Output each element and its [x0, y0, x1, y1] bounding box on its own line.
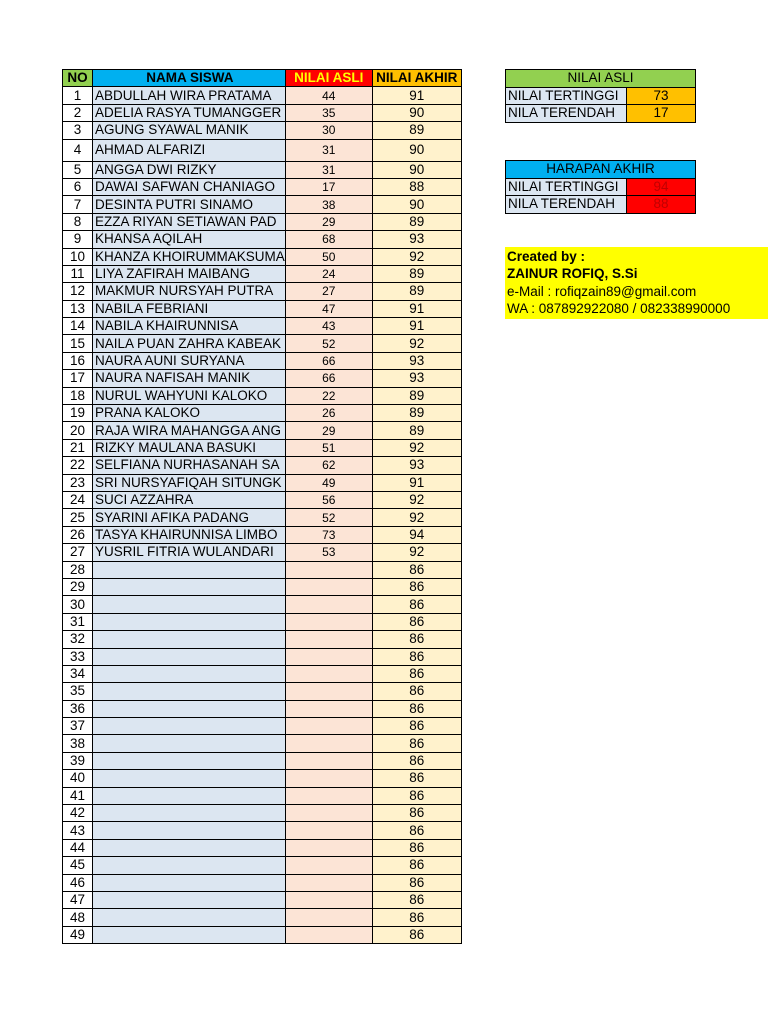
- row-nilai-asli[interactable]: 29: [285, 422, 372, 439]
- row-nilai-asli[interactable]: 27: [285, 283, 372, 300]
- row-no[interactable]: 14: [63, 318, 93, 335]
- row-nilai-akhir[interactable]: 92: [372, 248, 461, 265]
- row-nilai-akhir[interactable]: 91: [372, 300, 461, 317]
- row-nilai-asli[interactable]: [285, 787, 372, 804]
- table-row: [63, 596, 462, 613]
- row-nilai-akhir[interactable]: 90: [372, 139, 461, 161]
- nilai-asli-tertinggi-value[interactable]: 73: [627, 87, 696, 105]
- row-name[interactable]: [93, 822, 286, 839]
- row-no[interactable]: 17: [63, 370, 93, 387]
- row-nilai-asli[interactable]: 31: [285, 161, 372, 178]
- row-nilai-asli[interactable]: 38: [285, 196, 372, 213]
- row-name[interactable]: TASYA KHAIRUNNISA LIMBO: [93, 526, 286, 543]
- table-row: [63, 300, 462, 317]
- student-scores-table: [62, 69, 462, 944]
- row-no[interactable]: 31: [63, 613, 93, 630]
- row-name[interactable]: [93, 735, 286, 752]
- row-nilai-asli[interactable]: [285, 926, 372, 943]
- row-no[interactable]: 12: [63, 283, 93, 300]
- row-nilai-akhir[interactable]: 89: [372, 122, 461, 139]
- row-name[interactable]: NABILA FEBRIANI: [93, 300, 286, 317]
- table-row: [63, 139, 462, 161]
- row-nilai-akhir[interactable]: 92: [372, 491, 461, 508]
- row-no[interactable]: 7: [63, 196, 93, 213]
- row-nilai-akhir[interactable]: 89: [372, 422, 461, 439]
- table-row: [63, 491, 462, 508]
- row-nilai-akhir[interactable]: 89: [372, 405, 461, 422]
- row-nilai-asli[interactable]: [285, 857, 372, 874]
- row-no[interactable]: 29: [63, 578, 93, 595]
- row-nilai-akhir[interactable]: 88: [372, 178, 461, 195]
- row-nilai-asli[interactable]: 66: [285, 370, 372, 387]
- row-nilai-asli[interactable]: 24: [285, 265, 372, 282]
- table-row: [63, 822, 462, 839]
- table-row: [63, 161, 462, 178]
- row-nilai-akhir[interactable]: 92: [372, 335, 461, 352]
- row-nilai-asli[interactable]: 31: [285, 139, 372, 161]
- author-whatsapp[interactable]: WA : 087892922080 / 082338990000: [507, 301, 731, 317]
- row-no[interactable]: 13: [63, 300, 93, 317]
- row-no[interactable]: 16: [63, 352, 93, 369]
- table-row: [63, 561, 462, 578]
- row-nilai-asli[interactable]: [285, 665, 372, 682]
- table-row: [63, 526, 462, 543]
- row-name[interactable]: [93, 683, 286, 700]
- row-nilai-akhir[interactable]: 90: [372, 161, 461, 178]
- row-no[interactable]: 35: [63, 683, 93, 700]
- row-nilai-akhir[interactable]: 93: [372, 370, 461, 387]
- row-name[interactable]: [93, 752, 286, 769]
- table-row: [63, 752, 462, 769]
- table-row: [63, 613, 462, 630]
- row-nilai-asli[interactable]: 35: [285, 104, 372, 121]
- row-no[interactable]: 19: [63, 405, 93, 422]
- row-nilai-akhir[interactable]: 93: [372, 457, 461, 474]
- header-no[interactable]: NO: [63, 70, 93, 87]
- row-no[interactable]: 15: [63, 335, 93, 352]
- row-name[interactable]: SELFIANA NURHASANAH SA: [93, 457, 286, 474]
- row-name[interactable]: RAJA WIRA MAHANGGA ANG: [93, 422, 286, 439]
- row-no[interactable]: 9: [63, 231, 93, 248]
- table-row: [63, 104, 462, 121]
- row-name[interactable]: ADELIA RASYA TUMANGGER: [93, 104, 286, 121]
- table-row: [63, 370, 462, 387]
- row-nilai-asli[interactable]: 68: [285, 231, 372, 248]
- row-name[interactable]: SYARINI AFIKA PADANG: [93, 509, 286, 526]
- row-no[interactable]: 4: [63, 139, 93, 161]
- row-no[interactable]: 44: [63, 839, 93, 856]
- row-nilai-akhir[interactable]: 92: [372, 544, 461, 561]
- row-nilai-akhir[interactable]: 86: [372, 718, 461, 735]
- row-nilai-akhir[interactable]: 93: [372, 352, 461, 369]
- row-nilai-asli[interactable]: 17: [285, 178, 372, 195]
- row-nilai-akhir[interactable]: 86: [372, 822, 461, 839]
- harapan-akhir-summary: [505, 160, 696, 214]
- row-nilai-asli[interactable]: [285, 822, 372, 839]
- row-no[interactable]: 49: [63, 926, 93, 943]
- row-nilai-akhir[interactable]: 91: [372, 87, 461, 104]
- table-row: [63, 352, 462, 369]
- table-row: [63, 735, 462, 752]
- row-name[interactable]: [93, 665, 286, 682]
- author-email[interactable]: e-Mail : rofiqzain89@gmail.com: [507, 283, 697, 299]
- row-nilai-akhir[interactable]: 86: [372, 578, 461, 595]
- row-nilai-asli[interactable]: 43: [285, 318, 372, 335]
- row-no[interactable]: 47: [63, 891, 93, 908]
- table-row: [63, 700, 462, 717]
- row-nilai-akhir[interactable]: 86: [372, 787, 461, 804]
- row-nilai-asli[interactable]: [285, 596, 372, 613]
- row-nilai-akhir[interactable]: 86: [372, 631, 461, 648]
- row-name[interactable]: [93, 596, 286, 613]
- row-name[interactable]: [93, 578, 286, 595]
- row-no[interactable]: 6: [63, 178, 93, 195]
- table-row: [63, 874, 462, 891]
- table-row: [63, 335, 462, 352]
- row-nilai-akhir[interactable]: 92: [372, 439, 461, 456]
- row-nilai-akhir[interactable]: 86: [372, 665, 461, 682]
- row-nilai-asli[interactable]: 30: [285, 122, 372, 139]
- row-name[interactable]: NABILA KHAIRUNNISA: [93, 318, 286, 335]
- row-name[interactable]: [93, 839, 286, 856]
- table-row: [63, 213, 462, 230]
- row-nilai-akhir[interactable]: 91: [372, 318, 461, 335]
- table-row: [63, 665, 462, 682]
- created-by-label[interactable]: Created by :: [507, 249, 586, 264]
- table-row: [63, 422, 462, 439]
- row-no[interactable]: 37: [63, 718, 93, 735]
- table-header-row: [63, 70, 462, 87]
- row-nilai-akhir[interactable]: 86: [372, 596, 461, 613]
- row-name[interactable]: [93, 648, 286, 665]
- table-row: [63, 439, 462, 456]
- row-no[interactable]: 48: [63, 909, 93, 926]
- row-no[interactable]: 27: [63, 544, 93, 561]
- row-nilai-asli[interactable]: [285, 770, 372, 787]
- table-row: [63, 387, 462, 404]
- row-name[interactable]: [93, 561, 286, 578]
- row-nilai-akhir[interactable]: 89: [372, 265, 461, 282]
- row-nilai-asli[interactable]: 26: [285, 405, 372, 422]
- row-name[interactable]: NAILA PUAN ZAHRA KABEAK: [93, 335, 286, 352]
- row-nilai-asli[interactable]: 44: [285, 87, 372, 104]
- row-no[interactable]: 1: [63, 87, 93, 104]
- row-nilai-akhir[interactable]: 89: [372, 387, 461, 404]
- nilai-asli-summary: [505, 69, 696, 123]
- row-no[interactable]: 42: [63, 805, 93, 822]
- row-nilai-asli[interactable]: [285, 578, 372, 595]
- credit-block: [505, 247, 768, 319]
- row-nilai-akhir[interactable]: 89: [372, 283, 461, 300]
- row-name[interactable]: KHANZA KHOIRUMMAKSUMA: [93, 248, 286, 265]
- row-no[interactable]: 34: [63, 665, 93, 682]
- row-name[interactable]: RIZKY MAULANA BASUKI: [93, 439, 286, 456]
- nilai-asli-terendah-value[interactable]: 17: [627, 105, 696, 123]
- row-no[interactable]: 41: [63, 787, 93, 804]
- row-no[interactable]: 10: [63, 248, 93, 265]
- harapan-akhir-title[interactable]: HARAPAN AKHIR: [506, 161, 696, 179]
- row-no[interactable]: 3: [63, 122, 93, 139]
- row-nilai-asli[interactable]: [285, 735, 372, 752]
- row-nilai-asli[interactable]: 22: [285, 387, 372, 404]
- table-row: [63, 122, 462, 139]
- row-nilai-akhir[interactable]: 86: [372, 735, 461, 752]
- row-name[interactable]: NAURA AUNI SURYANA: [93, 352, 286, 369]
- row-name[interactable]: ABDULLAH WIRA PRATAMA: [93, 87, 286, 104]
- row-nilai-akhir[interactable]: 90: [372, 104, 461, 121]
- row-nilai-asli[interactable]: [285, 631, 372, 648]
- row-name[interactable]: DESINTA PUTRI SINAMO: [93, 196, 286, 213]
- table-row: [63, 718, 462, 735]
- row-name[interactable]: [93, 891, 286, 908]
- row-name[interactable]: ANGGA DWI RIZKY: [93, 161, 286, 178]
- row-no[interactable]: 22: [63, 457, 93, 474]
- row-nilai-akhir[interactable]: 86: [372, 857, 461, 874]
- header-nilai-asli[interactable]: NILAI ASLI: [285, 70, 372, 87]
- table-row: [63, 248, 462, 265]
- table-row: [63, 265, 462, 282]
- nilai-asli-title[interactable]: NILAI ASLI: [506, 70, 696, 88]
- row-nilai-asli[interactable]: 62: [285, 457, 372, 474]
- row-name[interactable]: SUCI AZZAHRA: [93, 491, 286, 508]
- table-row: [63, 770, 462, 787]
- row-no[interactable]: 38: [63, 735, 93, 752]
- row-no[interactable]: 33: [63, 648, 93, 665]
- table-row: [63, 926, 462, 943]
- row-nilai-akhir[interactable]: 94: [372, 526, 461, 543]
- row-no[interactable]: 30: [63, 596, 93, 613]
- table-row: [63, 787, 462, 804]
- author-name[interactable]: ZAINUR ROFIQ, S.Si: [507, 266, 638, 282]
- row-nilai-akhir[interactable]: 92: [372, 509, 461, 526]
- row-no[interactable]: 28: [63, 561, 93, 578]
- row-nilai-asli[interactable]: 51: [285, 439, 372, 456]
- row-nilai-asli[interactable]: 52: [285, 335, 372, 352]
- row-name[interactable]: [93, 857, 286, 874]
- row-nilai-akhir[interactable]: 86: [372, 613, 461, 630]
- row-name[interactable]: PRANA KALOKO: [93, 405, 286, 422]
- table-row: [63, 631, 462, 648]
- row-name[interactable]: [93, 718, 286, 735]
- row-no[interactable]: 11: [63, 265, 93, 282]
- row-nilai-asli[interactable]: [285, 648, 372, 665]
- row-no[interactable]: 18: [63, 387, 93, 404]
- row-nilai-akhir[interactable]: 86: [372, 874, 461, 891]
- table-row: [63, 196, 462, 213]
- table-row: [63, 231, 462, 248]
- row-nilai-asli[interactable]: 73: [285, 526, 372, 543]
- row-nilai-akhir[interactable]: 86: [372, 805, 461, 822]
- row-name[interactable]: [93, 613, 286, 630]
- row-no[interactable]: 20: [63, 422, 93, 439]
- table-row: [63, 909, 462, 926]
- row-nilai-akhir[interactable]: 86: [372, 752, 461, 769]
- row-name[interactable]: [93, 909, 286, 926]
- table-row: [63, 578, 462, 595]
- row-no[interactable]: 26: [63, 526, 93, 543]
- row-name[interactable]: YUSRIL FITRIA WULANDARI: [93, 544, 286, 561]
- header-nama-siswa[interactable]: NAMA SISWA: [93, 70, 286, 87]
- row-nilai-asli[interactable]: 52: [285, 509, 372, 526]
- row-nilai-akhir[interactable]: 86: [372, 770, 461, 787]
- row-no[interactable]: 5: [63, 161, 93, 178]
- row-name[interactable]: DAWAI SAFWAN CHANIAGO: [93, 178, 286, 195]
- row-nilai-asli[interactable]: [285, 700, 372, 717]
- table-row: [63, 805, 462, 822]
- row-nilai-akhir[interactable]: 86: [372, 891, 461, 908]
- row-no[interactable]: 45: [63, 857, 93, 874]
- row-nilai-asli[interactable]: [285, 561, 372, 578]
- table-row: [63, 87, 462, 104]
- table-row: [63, 648, 462, 665]
- row-nilai-asli[interactable]: 49: [285, 474, 372, 491]
- row-nilai-asli[interactable]: 53: [285, 544, 372, 561]
- table-row: [63, 839, 462, 856]
- table-row: [63, 178, 462, 195]
- row-no[interactable]: 36: [63, 700, 93, 717]
- row-name[interactable]: EZZA RIYAN SETIAWAN PAD: [93, 213, 286, 230]
- table-row: [63, 457, 462, 474]
- row-nilai-akhir[interactable]: 86: [372, 683, 461, 700]
- harapan-akhir-terendah-value[interactable]: 88: [627, 196, 696, 214]
- row-no[interactable]: 32: [63, 631, 93, 648]
- row-name[interactable]: AHMAD ALFARIZI: [93, 139, 286, 161]
- row-nilai-akhir[interactable]: 90: [372, 196, 461, 213]
- table-row: [63, 318, 462, 335]
- row-no[interactable]: 21: [63, 439, 93, 456]
- row-nilai-asli[interactable]: [285, 839, 372, 856]
- row-no[interactable]: 43: [63, 822, 93, 839]
- harapan-akhir-tertinggi-value[interactable]: 94: [627, 178, 696, 196]
- row-nilai-asli[interactable]: [285, 613, 372, 630]
- table-row: [63, 857, 462, 874]
- row-nilai-asli[interactable]: 47: [285, 300, 372, 317]
- row-no[interactable]: 25: [63, 509, 93, 526]
- table-row: [63, 283, 462, 300]
- row-no[interactable]: 23: [63, 474, 93, 491]
- row-name[interactable]: NURUL WAHYUNI KALOKO: [93, 387, 286, 404]
- table-row: [63, 474, 462, 491]
- table-row: [63, 405, 462, 422]
- nilai-asli-terendah-label[interactable]: NILA TERENDAH: [506, 105, 627, 123]
- row-nilai-akhir[interactable]: 93: [372, 231, 461, 248]
- table-row: [63, 891, 462, 908]
- row-name[interactable]: [93, 805, 286, 822]
- row-name[interactable]: [93, 700, 286, 717]
- row-nilai-akhir[interactable]: 86: [372, 561, 461, 578]
- table-row: [63, 509, 462, 526]
- row-no[interactable]: 46: [63, 874, 93, 891]
- row-nilai-akhir[interactable]: 89: [372, 213, 461, 230]
- row-nilai-asli[interactable]: [285, 805, 372, 822]
- table-row: [63, 683, 462, 700]
- row-nilai-asli[interactable]: 29: [285, 213, 372, 230]
- row-no[interactable]: 2: [63, 104, 93, 121]
- row-name[interactable]: [93, 770, 286, 787]
- row-no[interactable]: 24: [63, 491, 93, 508]
- row-nilai-asli[interactable]: [285, 718, 372, 735]
- row-nilai-akhir[interactable]: 86: [372, 839, 461, 856]
- row-name[interactable]: [93, 874, 286, 891]
- harapan-akhir-terendah-label[interactable]: NILA TERENDAH: [506, 196, 627, 214]
- row-nilai-akhir[interactable]: 86: [372, 926, 461, 943]
- row-nilai-akhir[interactable]: 86: [372, 909, 461, 926]
- table-row: [63, 544, 462, 561]
- row-no[interactable]: 8: [63, 213, 93, 230]
- row-nilai-asli[interactable]: [285, 752, 372, 769]
- row-no[interactable]: 39: [63, 752, 93, 769]
- row-nilai-asli[interactable]: [285, 891, 372, 908]
- header-nilai-akhir[interactable]: NILAI AKHIR: [372, 70, 461, 87]
- row-nilai-akhir[interactable]: 86: [372, 700, 461, 717]
- row-name[interactable]: [93, 787, 286, 804]
- row-nilai-asli[interactable]: 50: [285, 248, 372, 265]
- row-name[interactable]: NAURA NAFISAH MANIK: [93, 370, 286, 387]
- row-nilai-asli[interactable]: [285, 909, 372, 926]
- row-name[interactable]: AGUNG SYAWAL MANIK: [93, 122, 286, 139]
- row-name[interactable]: [93, 631, 286, 648]
- row-name[interactable]: LIYA ZAFIRAH MAIBANG: [93, 265, 286, 282]
- nilai-asli-tertinggi-label[interactable]: NILAI TERTINGGI: [506, 87, 627, 105]
- row-nilai-asli[interactable]: 56: [285, 491, 372, 508]
- row-nilai-akhir[interactable]: 86: [372, 648, 461, 665]
- row-name[interactable]: MAKMUR NURSYAH PUTRA: [93, 283, 286, 300]
- row-nilai-asli[interactable]: 66: [285, 352, 372, 369]
- harapan-akhir-tertinggi-label[interactable]: NILAI TERTINGGI: [506, 178, 627, 196]
- row-name[interactable]: SRI NURSYAFIQAH SITUNGK: [93, 474, 286, 491]
- row-no[interactable]: 40: [63, 770, 93, 787]
- row-nilai-akhir[interactable]: 91: [372, 474, 461, 491]
- row-nilai-asli[interactable]: [285, 683, 372, 700]
- row-name[interactable]: KHANSA AQILAH: [93, 231, 286, 248]
- row-name[interactable]: [93, 926, 286, 943]
- row-nilai-asli[interactable]: [285, 874, 372, 891]
